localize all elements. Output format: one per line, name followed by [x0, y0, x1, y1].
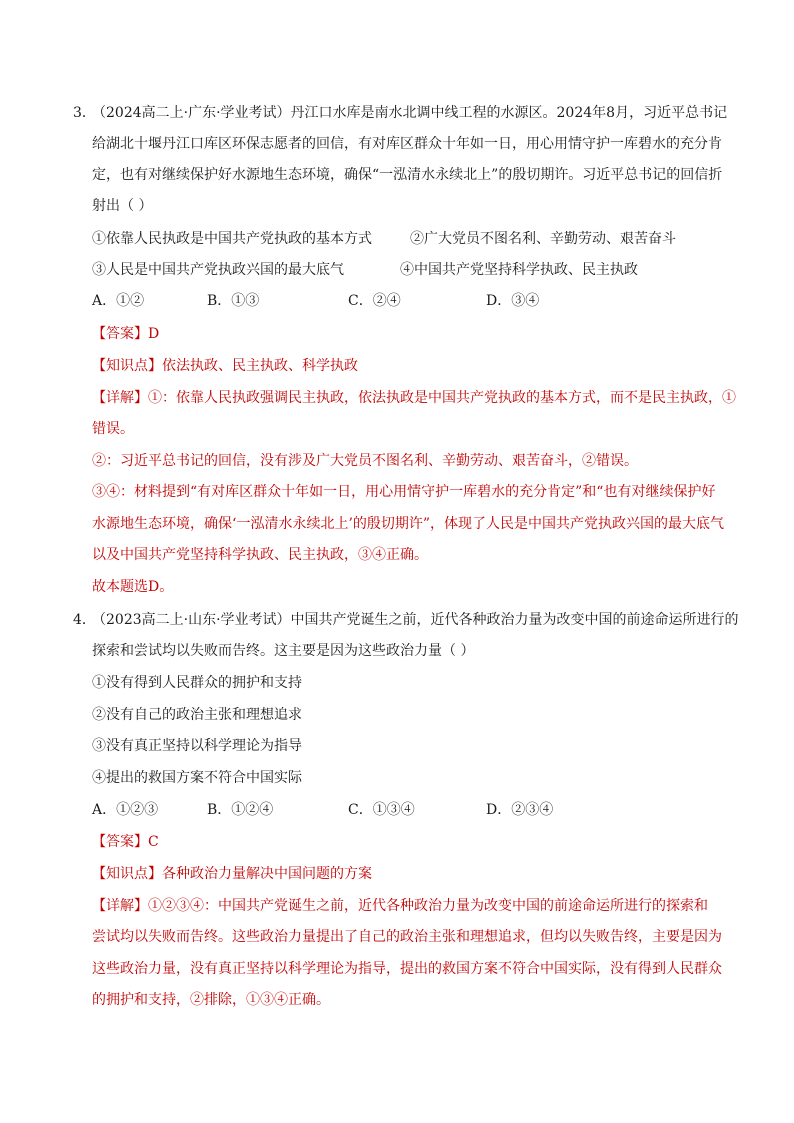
statement: ④提出的救国方案不符合中国实际 [92, 770, 302, 786]
choice-d: D．②③④ [486, 802, 554, 818]
detail-line: ③④：材料提到“有对库区群众十年如一日，用心用情守护一库碧水的充分肯定”和“也有对继续保护好 [92, 484, 716, 500]
knowledge-point-label: 【知识点】 [92, 358, 162, 374]
detail-text: ①：依靠人民执政强调民主执政，依法执政是中国共产党执政的基本方式，而不是民主执政，① [148, 390, 736, 406]
statement: ①依靠人民执政是中国共产党执政的基本方式 [92, 231, 372, 247]
answer-row [92, 324, 159, 344]
answer-value: D [148, 326, 160, 342]
question-stem-line: 给湖北十堰丹江口库区环保志愿者的回信，有对库区群众十年如一日，用心用情守护一库碧水的充分肯 [92, 136, 722, 152]
question-stem-line: （2024高二上·广东·学业考试）丹江口水库是南水北调中线工程的水源区。2024年8月，习近平总书记 [92, 105, 728, 121]
detail-row [92, 388, 736, 408]
detail-line: 水源地生态环境，确保‘一泓清水永续北上’的殷切期许”，体现了人民是中国共产党执政兴国的最大底气 [92, 516, 725, 532]
detail-label: 【详解】 [92, 390, 148, 406]
choice-a: A．①② [92, 293, 145, 309]
choice-c: C．②④ [348, 293, 401, 309]
question-number: 4． [73, 612, 96, 628]
detail-line: 这些政治力量，没有真正坚持以科学理论为指导，提出的救国方案不符合中国实际，没有得到人民群众 [92, 961, 722, 977]
detail-line: 的拥护和支持，②排除，①③④正确。 [92, 992, 330, 1008]
question-stem-line: 定，也有对继续保护好水源地生态环境，确保“一泓清水永续北上”的殷切期许。习近平总书记的回信折 [92, 167, 723, 183]
question-number: 3． [73, 105, 96, 121]
choice-a: A．①②③ [92, 802, 159, 818]
choice-c: C．①③④ [348, 802, 415, 818]
choice-b: B．①②④ [207, 802, 274, 818]
knowledge-point-value: 依法执政、民主执政、科学执政 [162, 358, 358, 374]
detail-text: ①②③④：中国共产党诞生之前，近代各种政治力量为改变中国的前途命运所进行的探索和 [148, 898, 708, 914]
knowledge-point-value: 各种政治力量解决中国问题的方案 [162, 866, 372, 882]
statement: ③人民是中国共产党执政兴国的最大底气 [92, 262, 344, 278]
statement: ④中国共产党坚持科学执政、民主执政 [400, 262, 638, 278]
knowledge-point-label: 【知识点】 [92, 866, 162, 882]
question-stem-line: （2023高二上·山东·学业考试）中国共产党诞生之前，近代各种政治力量为改变中国的前途命运所进行的 [92, 612, 739, 628]
statement: ②广大党员不图名利、辛勤劳动、艰苦奋斗 [410, 231, 676, 247]
answer-label: 【答案】 [92, 834, 148, 850]
statement: ③没有真正坚持以科学理论为指导 [92, 738, 302, 754]
detail-line: 错误。 [92, 421, 134, 437]
statement: ②没有自己的政治主张和理想追求 [92, 707, 302, 723]
knowledge-point-row [92, 864, 372, 884]
question-stem-line: 探索和尝试均以失败而告终。这主要是因为这些政治力量（ ） [92, 643, 475, 659]
detail-label: 【详解】 [92, 898, 148, 914]
statement: ①没有得到人民群众的拥护和支持 [92, 675, 302, 691]
answer-row [92, 832, 159, 852]
detail-line: 尝试均以失败而告终。这些政治力量提出了自己的政治主张和理想追求，但均以失败告终，主要是因为 [92, 929, 722, 945]
question-stem-line: 射出（ ） [92, 198, 153, 214]
detail-row [92, 896, 708, 916]
answer-value: C [148, 834, 159, 850]
detail-line: ②：习近平总书记的回信，没有涉及广大党员不图名利、辛勤劳动、艰苦奋斗，②错误。 [92, 453, 638, 469]
choice-b: B．①③ [207, 293, 260, 309]
detail-line: 以及中国共产党坚持科学执政、民主执政，③④正确。 [92, 547, 428, 563]
knowledge-point-row [92, 356, 358, 376]
choice-d: D．③④ [486, 293, 540, 309]
detail-line: 故本题选D。 [92, 579, 174, 595]
answer-label: 【答案】 [92, 326, 148, 342]
